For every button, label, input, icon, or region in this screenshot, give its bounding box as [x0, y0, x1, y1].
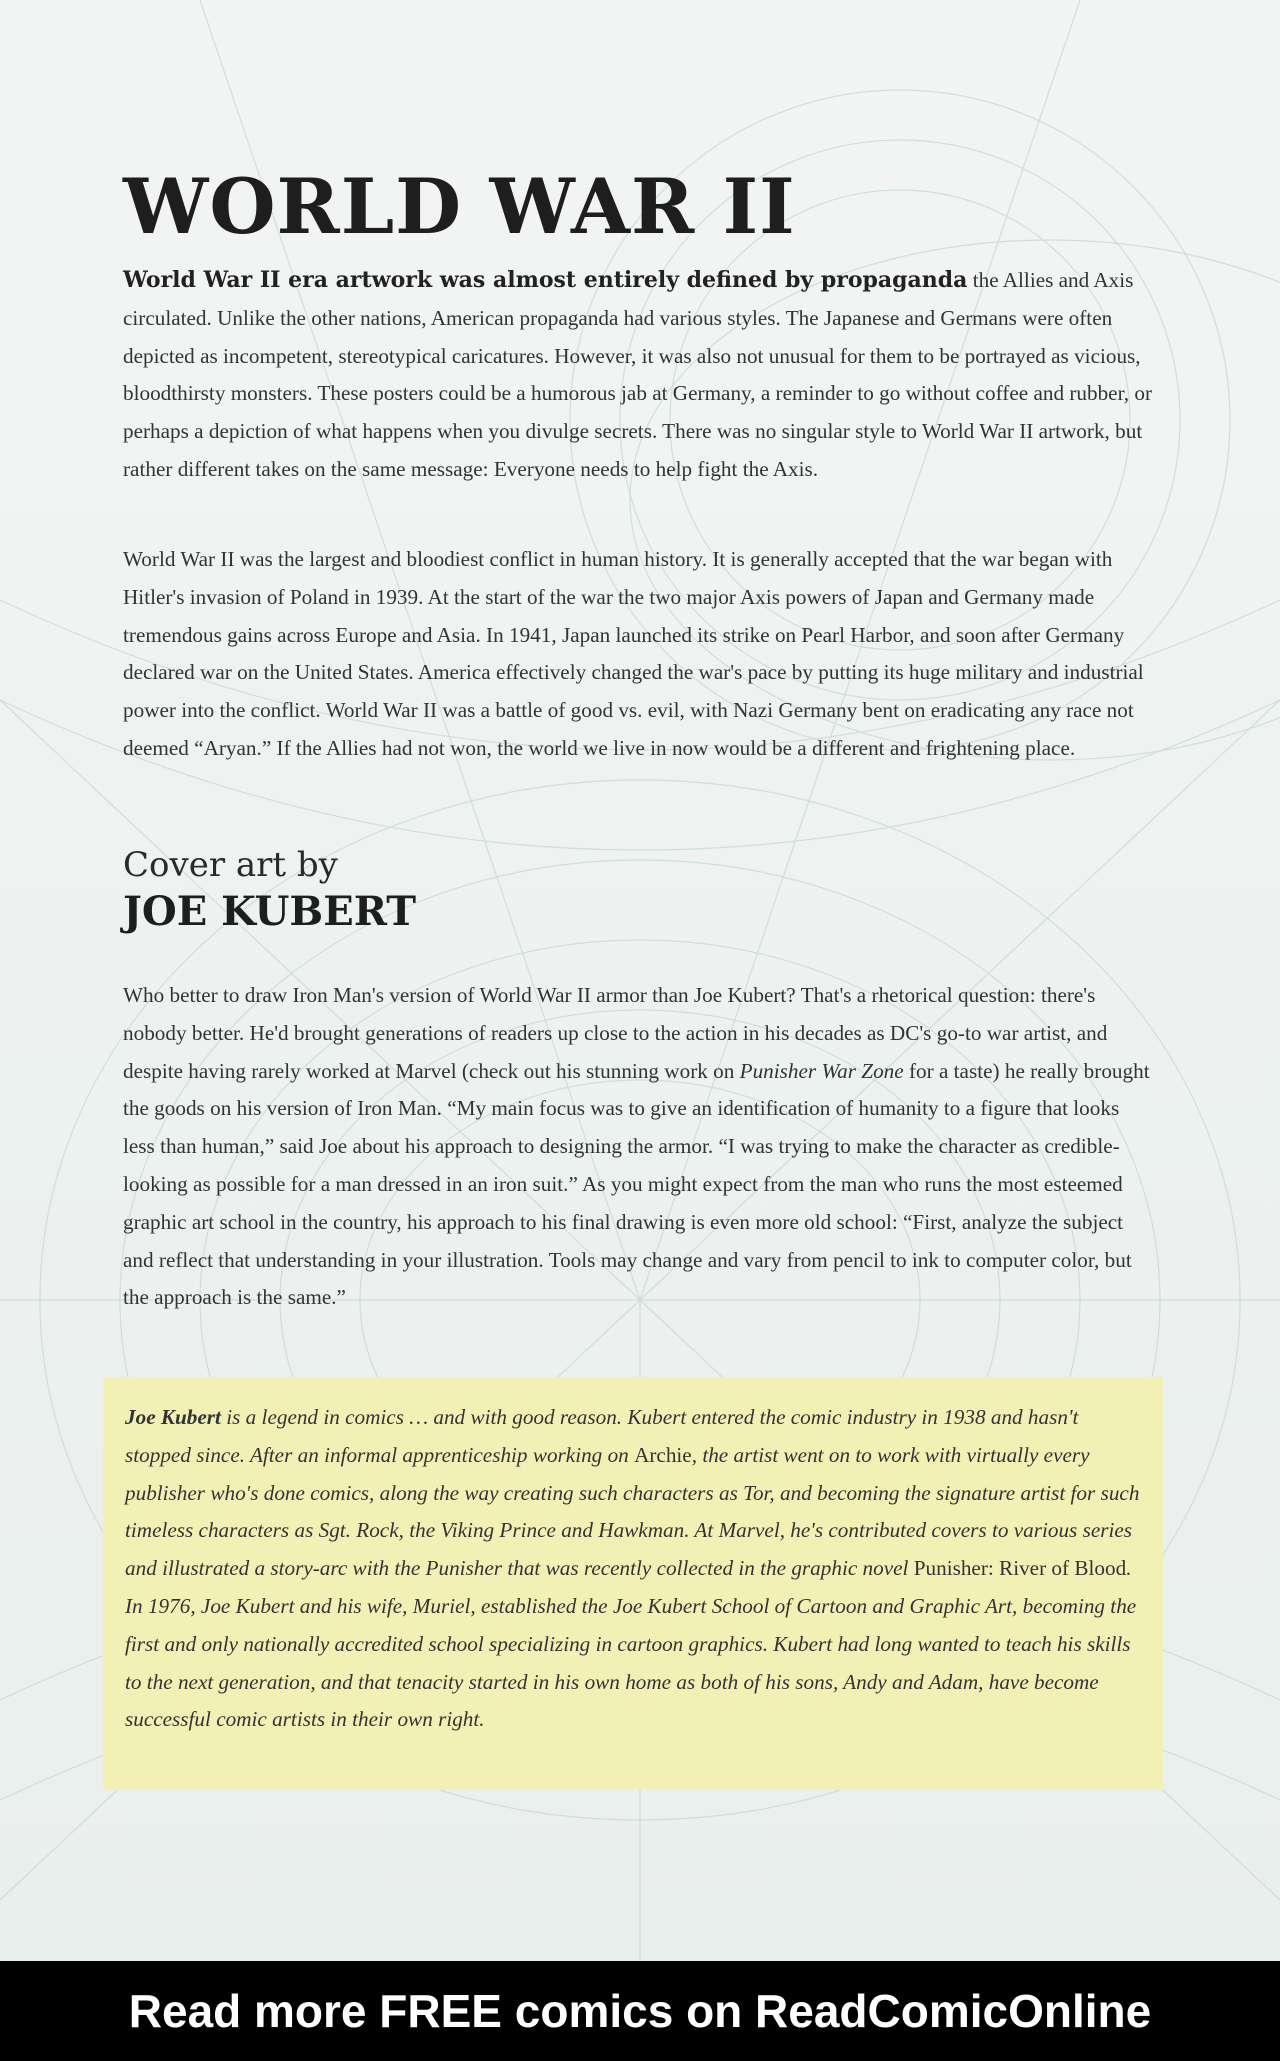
- kubert-text-part2: for a taste) he really brought the goods on his version of Iron Man. “My main focus was to give an identification of humanity to a figure that looks less than human,” said Joe about his approach to designing the armor. “I was trying to make the character as credible-looking as possible for a man dressed in an iron suit.” As you might expect from the man who runs the most esteemed graphic art school in the country, his approach to his final drawing is even more old school: “First, analyze the subject and reflect that understanding in your illustration. Tools may change and vary from pencil to ink to computer color, but the approach is the same.”: [123, 1058, 1150, 1310]
- kubert-text-part1: Who better to draw Iron Man's version of World War II armor than Joe Kubert? That's a rhetorical question: there's nobody better. He'd brought generations of readers up close to the action in his decades as DC's go-to war artist, and despite having rarely worked at Marvel (check out his stunning work on: [123, 983, 1108, 1083]
- footer-banner[interactable]: [0, 1961, 1280, 2061]
- kubert-paragraph: [123, 977, 1153, 1317]
- footer-text[interactable]: Read more FREE comics on ReadComicOnline: [128, 1985, 1152, 2037]
- cover-credit-label: Cover art by: [123, 845, 338, 885]
- intro-body: the Allies and Axis circulated. Unlike the other nations, American propaganda had various styles. The Japanese and Germans were often depicted as incompetent, stereotypical caricatures. However, it was also not unusual for them to be portrayed as vicious, bloodthirsty monsters. These posters could be a humorous jab at Germany, a reminder to go without coffee and rubber, or perhaps a depiction of what happens when you divulge secrets. There was no singular style to World War II artwork, but rather different takes on the same message: Everyone needs to help fight the Axis.: [123, 268, 1153, 481]
- bio-archie: Archie: [634, 1442, 692, 1467]
- bio-novel-title: Punisher: River of Blood: [913, 1556, 1127, 1581]
- bio-part3: . In 1976, Joe Kubert and his wife, Muriel, established the Joe Kubert School of Cartoon and Graphic Art, becoming the first and only nationally accredited school specializing in cartoon graphics. Kubert had long wanted to teach his skills to the next generation, and that tenacity started in his own home as both of his sons, Andy and Adam, have become successful comic artists in their own right.: [125, 1556, 1137, 1732]
- intro-paragraph: [123, 262, 1153, 489]
- page-title: WORLD WAR II: [123, 162, 796, 251]
- intro-lead: World War II era artwork was almost entirely defined by propaganda: [123, 267, 968, 293]
- bio-part1: is a legend in comics … and with good reason. Kubert entered the comic industry in 1938 and hasn't stopped since. After an informal apprenticeship working on: [125, 1405, 1079, 1467]
- cover-artist-name: JOE KUBERT: [123, 888, 417, 935]
- history-paragraph: World War II was the largest and bloodiest conflict in human history. It is generally accepted that the war began with Hitler's invasion of Poland in 1939. At the start of the war the two major Axis powers of Japan and Germany made tremendous gains across Europe and Asia. In 1941, Japan launched its strike on Pearl Harbor, and soon after Germany declared war on the United States. America effectively changed the war's pace by putting its huge military and industrial power into the conflict. World War II was a battle of good vs. evil, with Nazi Germany bent on eradicating any race not deemed “Aryan.” If the Allies had not won, the world we live in now would be a different and frightening place.: [123, 547, 1144, 760]
- bio-name: Joe Kubert: [125, 1405, 221, 1429]
- artist-bio-box: [103, 1377, 1163, 1790]
- bio-part2: , the artist went on to work with virtually every publisher who's done comics, along the way creating such characters as Tor, and becoming the signature artist for such timeless characters as Sgt. Rock, the Viking Prince and Hawkman. At Marvel, he's contributed covers to various series and illustrated a story-arc with the Punisher that was recently collected in the graphic novel: [125, 1442, 1140, 1581]
- kubert-text-title: Punisher War Zone: [739, 1058, 904, 1083]
